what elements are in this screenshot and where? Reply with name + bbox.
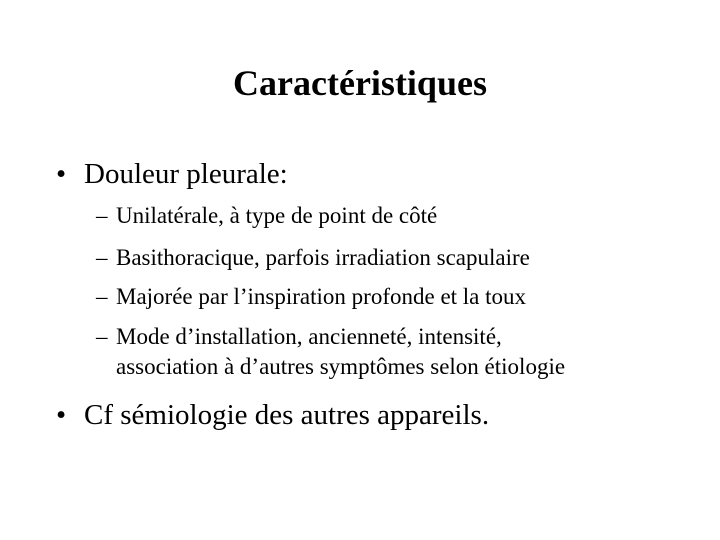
- sub-marker: –: [96, 324, 108, 349]
- bullet-text: Douleur pleurale:: [84, 158, 288, 190]
- sub-item-text: Basithoracique, parfois irradiation scapulaire: [116, 245, 530, 270]
- sub-item-mode-installation: [96, 322, 565, 382]
- sub-item-majoree: [96, 282, 526, 312]
- bullet-text: Cf sémiologie des autres appareils.: [84, 399, 490, 431]
- bullet-marker: •: [56, 158, 67, 190]
- sub-marker: –: [96, 284, 108, 309]
- sub-item-basithoracique: [96, 243, 530, 273]
- bullet-item-semiologie: [56, 397, 489, 433]
- sub-marker: –: [96, 203, 108, 228]
- bullet-marker: •: [56, 399, 67, 431]
- slide-title: Caractéristiques: [233, 63, 487, 103]
- sub-item-text-continuation: association à d’autres symptômes selon étiologie: [116, 354, 566, 379]
- sub-item-unilaterale: [96, 201, 437, 231]
- sub-item-text: Majorée par l’inspiration profonde et la toux: [116, 284, 527, 309]
- bullet-item-douleur: [56, 156, 288, 192]
- sub-item-text: Unilatérale, à type de point de côté: [116, 203, 438, 228]
- sub-item-text: Mode d’installation, ancienneté, intensité,: [116, 324, 502, 349]
- sub-marker: –: [96, 245, 108, 270]
